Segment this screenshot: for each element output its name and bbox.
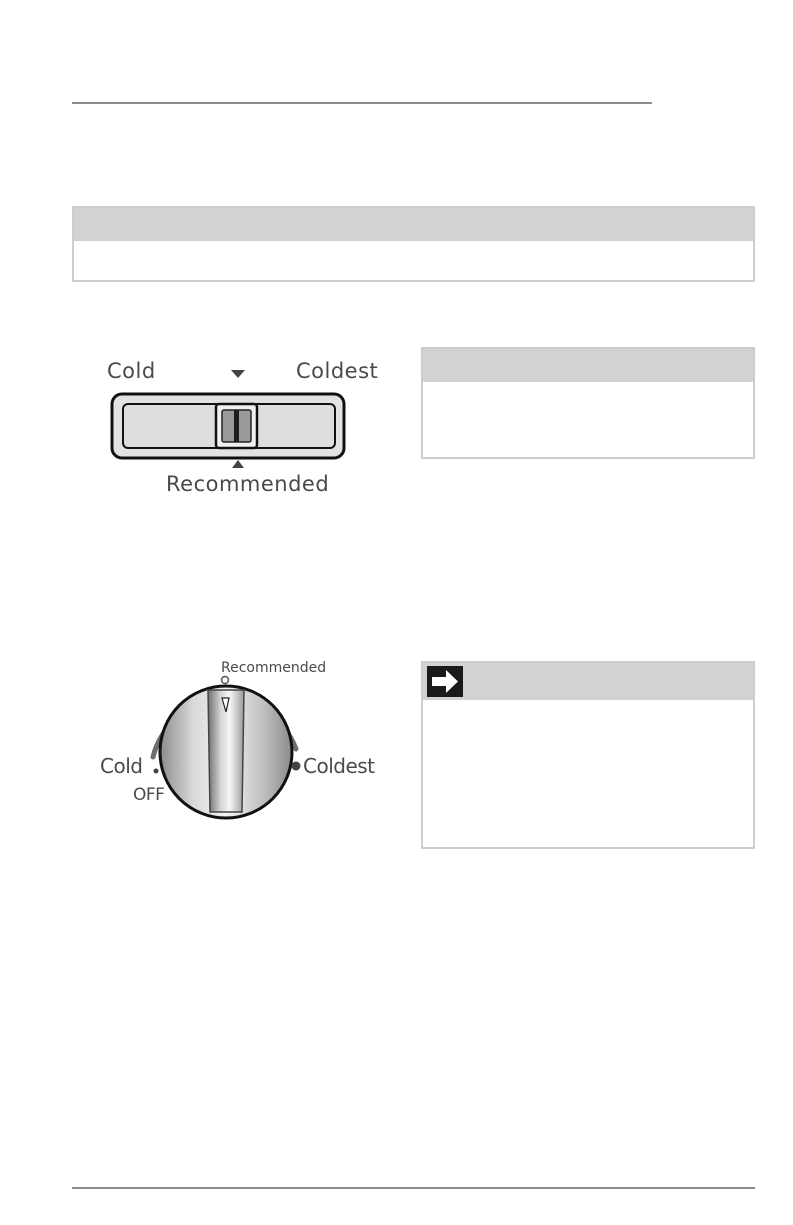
dial-off-label: OFF [133,785,165,805]
slider-recommended-label: Recommended [166,472,330,496]
dial-cold-dot-icon [154,769,159,774]
arrow-right-icon [427,666,463,697]
note-box-header-bar [423,663,753,700]
dial-cold-label: Cold [100,754,143,778]
slider-cold-label: Cold [107,359,156,383]
dial-coldest-dot-icon [292,762,301,771]
note-box [421,661,755,849]
dial-recommended-label: Recommended [221,660,327,676]
dial-recommended-mark-icon [222,677,229,684]
bottom-rule [72,1187,755,1189]
dial-coldest-label: Coldest [303,754,375,778]
slider-coldest-label: Coldest [296,359,379,383]
